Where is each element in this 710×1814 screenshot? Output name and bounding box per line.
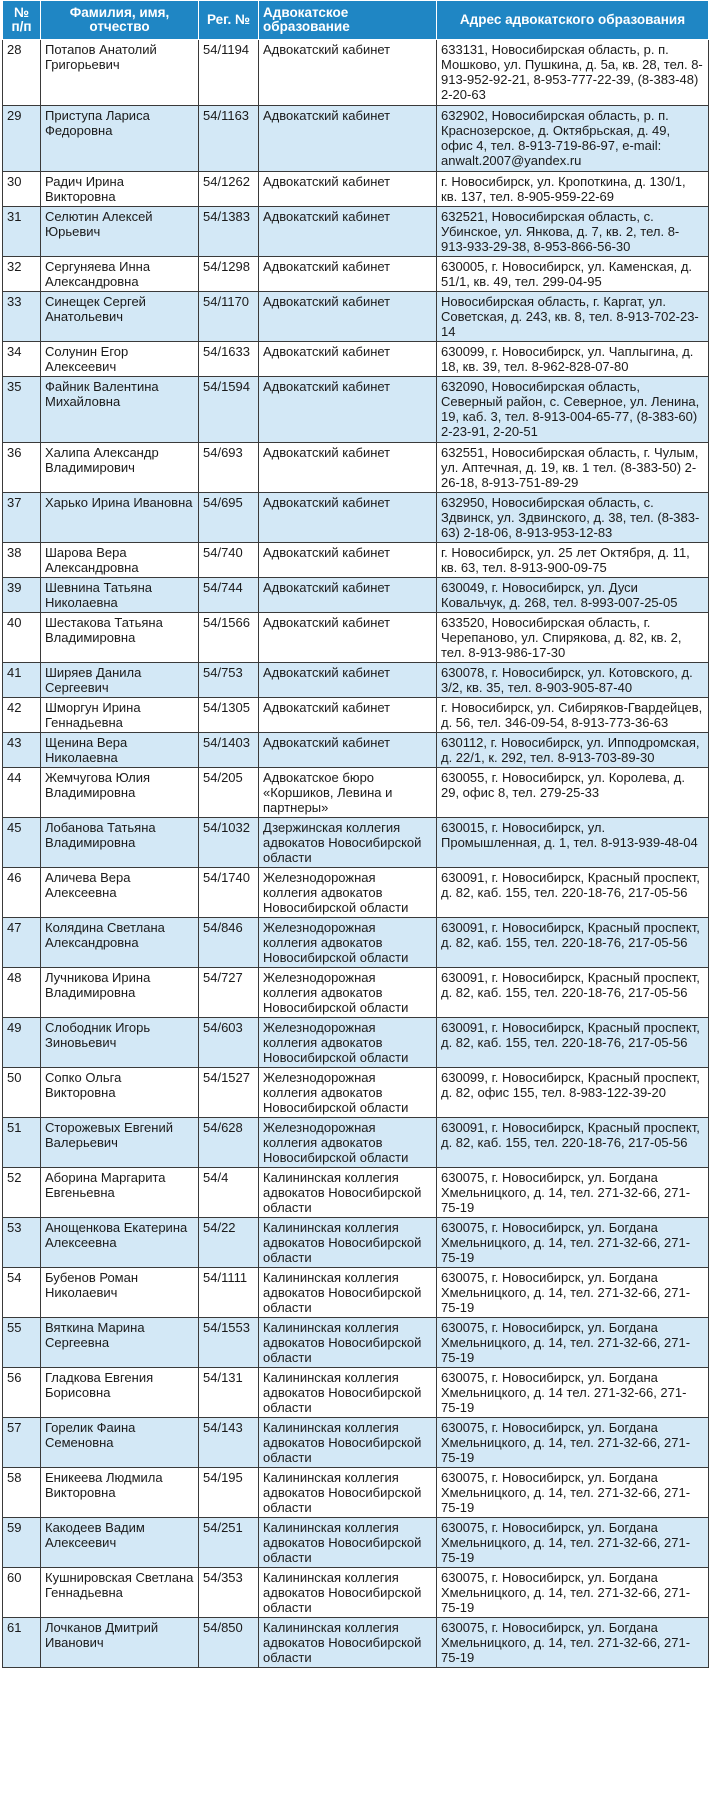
cell-num: 34 bbox=[3, 342, 41, 377]
cell-reg: 54/251 bbox=[199, 1518, 259, 1568]
cell-org: Калининская коллегия адвокатов Новосибирской области bbox=[259, 1168, 437, 1218]
cell-name: Шарова Вера Александровна bbox=[41, 543, 199, 578]
cell-org: Адвокатское бюро «Коршиков, Левина и партнеры» bbox=[259, 768, 437, 818]
table-row bbox=[3, 1018, 709, 1068]
cell-num: 40 bbox=[3, 613, 41, 663]
header-addr: Адрес адвокатского образования bbox=[437, 1, 709, 40]
cell-addr: 630075, г. Новосибирск, ул. Богдана Хмельницкого, д. 14, тел. 271-32-66, 271-75-19 bbox=[437, 1568, 709, 1618]
table-row bbox=[3, 768, 709, 818]
cell-addr: 633520, Новосибирская область, г. Черепаново, ул. Спирякова, д. 82, кв. 2, тел. 8-913-986-17-30 bbox=[437, 613, 709, 663]
cell-reg: 54/1594 bbox=[199, 377, 259, 443]
cell-reg: 54/1111 bbox=[199, 1268, 259, 1318]
cell-num: 54 bbox=[3, 1268, 41, 1318]
cell-addr: 630055, г. Новосибирск, ул. Королева, д. 29, офис 8, тел. 279-25-33 bbox=[437, 768, 709, 818]
cell-reg: 54/131 bbox=[199, 1368, 259, 1418]
table-row bbox=[3, 1568, 709, 1618]
cell-reg: 54/353 bbox=[199, 1568, 259, 1618]
cell-reg: 54/1032 bbox=[199, 818, 259, 868]
cell-org: Адвокатский кабинет bbox=[259, 40, 437, 106]
table-row bbox=[3, 207, 709, 257]
cell-addr: 632521, Новосибирская область, с. Убинское, ул. Янкова, д. 7, кв. 2, тел. 8-913-933-29-38, 8-953-866-56-30 bbox=[437, 207, 709, 257]
cell-addr: 633131, Новосибирская область, р. п. Мошково, ул. Пушкина, д. 5а, кв. 28, тел. 8-913-952-92-21, 8-953-777-22-39, (8-383-48) 2-20-63 bbox=[437, 40, 709, 106]
cell-num: 48 bbox=[3, 968, 41, 1018]
cell-reg: 54/195 bbox=[199, 1468, 259, 1518]
cell-addr: 632090, Новосибирская область, Северный район, с. Северное, ул. Ленина, 19, каб. 3, тел. 8-913-004-65-77, (8-383-60) 2-23-91, 2-20-51 bbox=[437, 377, 709, 443]
cell-reg: 54/1527 bbox=[199, 1068, 259, 1118]
header-reg: Рег. № bbox=[199, 1, 259, 40]
cell-addr: 630075, г. Новосибирск, ул. Богдана Хмельницкого, д. 14, тел. 271-32-66, 271-75-19 bbox=[437, 1518, 709, 1568]
table-row bbox=[3, 1368, 709, 1418]
table-header-row bbox=[3, 1, 709, 40]
lawyers-table bbox=[2, 0, 709, 1668]
cell-reg: 54/1170 bbox=[199, 292, 259, 342]
cell-org: Калининская коллегия адвокатов Новосибирской области bbox=[259, 1568, 437, 1618]
cell-reg: 54/1194 bbox=[199, 40, 259, 106]
cell-addr: г. Новосибирск, ул. Сибиряков-Гвардейцев, д. 56, тел. 346-09-54, 8-913-773-36-63 bbox=[437, 698, 709, 733]
cell-addr: 630015, г. Новосибирск, ул. Промышленная, д. 1, тел. 8-913-939-48-04 bbox=[437, 818, 709, 868]
cell-num: 60 bbox=[3, 1568, 41, 1618]
cell-reg: 54/143 bbox=[199, 1418, 259, 1468]
cell-name: Аборина Маргарита Евгеньевна bbox=[41, 1168, 199, 1218]
table-row bbox=[3, 1218, 709, 1268]
cell-org: Адвокатский кабинет bbox=[259, 342, 437, 377]
cell-num: 38 bbox=[3, 543, 41, 578]
cell-addr: 630075, г. Новосибирск, ул. Богдана Хмельницкого, д. 14, тел. 271-32-66, 271-75-19 bbox=[437, 1268, 709, 1318]
cell-org: Адвокатский кабинет bbox=[259, 733, 437, 768]
table-row bbox=[3, 493, 709, 543]
table-row bbox=[3, 1068, 709, 1118]
table-row bbox=[3, 868, 709, 918]
table-row bbox=[3, 818, 709, 868]
cell-reg: 54/740 bbox=[199, 543, 259, 578]
table-row bbox=[3, 1468, 709, 1518]
cell-reg: 54/693 bbox=[199, 443, 259, 493]
cell-org: Адвокатский кабинет bbox=[259, 663, 437, 698]
cell-org: Адвокатский кабинет bbox=[259, 578, 437, 613]
cell-num: 30 bbox=[3, 172, 41, 207]
table-body bbox=[3, 40, 709, 1668]
table-row bbox=[3, 1518, 709, 1568]
cell-org: Калининская коллегия адвокатов Новосибирской области bbox=[259, 1518, 437, 1568]
cell-name: Селютин Алексей Юрьевич bbox=[41, 207, 199, 257]
cell-org: Калининская коллегия адвокатов Новосибирской области bbox=[259, 1418, 437, 1468]
cell-name: Файник Валентина Михайловна bbox=[41, 377, 199, 443]
cell-name: Горелик Фаина Семеновна bbox=[41, 1418, 199, 1468]
cell-org: Адвокатский кабинет bbox=[259, 443, 437, 493]
cell-addr: 630049, г. Новосибирск, ул. Дуси Ковальчук, д. 268, тел. 8-993-007-25-05 bbox=[437, 578, 709, 613]
cell-addr: 630099, г. Новосибирск, Красный проспект, д. 82, офис 155, тел. 8-983-122-39-20 bbox=[437, 1068, 709, 1118]
cell-addr: г. Новосибирск, ул. Кропоткина, д. 130/1, кв. 137, тел. 8-905-959-22-69 bbox=[437, 172, 709, 207]
cell-addr: 630075, г. Новосибирск, ул. Богдана Хмельницкого, д. 14, тел. 271-32-66, 271-75-19 bbox=[437, 1168, 709, 1218]
cell-addr: 630091, г. Новосибирск, Красный проспект, д. 82, каб. 155, тел. 220-18-76, 217-05-56 bbox=[437, 1018, 709, 1068]
table-row bbox=[3, 1618, 709, 1668]
cell-name: Солунин Егор Алексеевич bbox=[41, 342, 199, 377]
table-row bbox=[3, 1168, 709, 1218]
cell-name: Еникеева Людмила Викторовна bbox=[41, 1468, 199, 1518]
table-row bbox=[3, 106, 709, 172]
cell-org: Адвокатский кабинет bbox=[259, 543, 437, 578]
cell-org: Железнодорожная коллегия адвокатов Новосибирской области bbox=[259, 868, 437, 918]
cell-num: 32 bbox=[3, 257, 41, 292]
table-row bbox=[3, 578, 709, 613]
cell-addr: 630112, г. Новосибирск, ул. Ипподромская, д. 22/1, к. 292, тел. 8-913-703-89-30 bbox=[437, 733, 709, 768]
cell-reg: 54/205 bbox=[199, 768, 259, 818]
cell-num: 46 bbox=[3, 868, 41, 918]
cell-num: 36 bbox=[3, 443, 41, 493]
cell-addr: 630091, г. Новосибирск, Красный проспект, д. 82, каб. 155, тел. 220-18-76, 217-05-56 bbox=[437, 868, 709, 918]
cell-org: Железнодорожная коллегия адвокатов Новосибирской области bbox=[259, 1018, 437, 1068]
cell-num: 58 bbox=[3, 1468, 41, 1518]
cell-reg: 54/1262 bbox=[199, 172, 259, 207]
cell-org: Железнодорожная коллегия адвокатов Новосибирской области bbox=[259, 1068, 437, 1118]
cell-reg: 54/1383 bbox=[199, 207, 259, 257]
table-row bbox=[3, 172, 709, 207]
cell-num: 61 bbox=[3, 1618, 41, 1668]
table-row bbox=[3, 663, 709, 698]
table-row bbox=[3, 1318, 709, 1368]
header-num: № п/п bbox=[3, 1, 41, 40]
cell-num: 49 bbox=[3, 1018, 41, 1068]
cell-addr: 630075, г. Новосибирск, ул. Богдана Хмельницкого, д. 14 тел. 271-32-66, 271-75-19 bbox=[437, 1368, 709, 1418]
cell-addr: 630075, г. Новосибирск, ул. Богдана Хмельницкого, д. 14, тел. 271-32-66, 271-75-19 bbox=[437, 1218, 709, 1268]
cell-reg: 54/4 bbox=[199, 1168, 259, 1218]
cell-reg: 54/1298 bbox=[199, 257, 259, 292]
cell-addr: 630091, г. Новосибирск, Красный проспект, д. 82, каб. 155, тел. 220-18-76, 217-05-56 bbox=[437, 1118, 709, 1168]
cell-addr: 630091, г. Новосибирск, Красный проспект, д. 82, каб. 155, тел. 220-18-76, 217-05-56 bbox=[437, 918, 709, 968]
table-row bbox=[3, 257, 709, 292]
cell-name: Сторожевых Евгений Валерьевич bbox=[41, 1118, 199, 1168]
cell-reg: 54/744 bbox=[199, 578, 259, 613]
cell-name: Лочканов Дмитрий Иванович bbox=[41, 1618, 199, 1668]
cell-addr: г. Новосибирск, ул. 25 лет Октября, д. 11, кв. 63, тел. 8-913-900-09-75 bbox=[437, 543, 709, 578]
cell-reg: 54/628 bbox=[199, 1118, 259, 1168]
cell-num: 50 bbox=[3, 1068, 41, 1118]
cell-name: Синещек Сергей Анатольевич bbox=[41, 292, 199, 342]
table-row bbox=[3, 968, 709, 1018]
cell-org: Адвокатский кабинет bbox=[259, 172, 437, 207]
cell-org: Калининская коллегия адвокатов Новосибирской области bbox=[259, 1268, 437, 1318]
cell-num: 33 bbox=[3, 292, 41, 342]
cell-name: Лобанова Татьяна Владимировна bbox=[41, 818, 199, 868]
cell-reg: 54/1163 bbox=[199, 106, 259, 172]
cell-org: Адвокатский кабинет bbox=[259, 698, 437, 733]
cell-org: Железнодорожная коллегия адвокатов Новосибирской области bbox=[259, 1118, 437, 1168]
cell-num: 43 bbox=[3, 733, 41, 768]
cell-name: Анощенкова Екатерина Алексеевна bbox=[41, 1218, 199, 1268]
cell-num: 42 bbox=[3, 698, 41, 733]
cell-reg: 54/846 bbox=[199, 918, 259, 968]
cell-name: Потапов Анатолий Григорьевич bbox=[41, 40, 199, 106]
cell-addr: 630075, г. Новосибирск, ул. Богдана Хмельницкого, д. 14, тел. 271-32-66, 271-75-19 bbox=[437, 1468, 709, 1518]
cell-num: 37 bbox=[3, 493, 41, 543]
cell-org: Калининская коллегия адвокатов Новосибирской области bbox=[259, 1618, 437, 1668]
cell-num: 31 bbox=[3, 207, 41, 257]
table-row bbox=[3, 377, 709, 443]
cell-num: 29 bbox=[3, 106, 41, 172]
table-row bbox=[3, 698, 709, 733]
cell-name: Харько Ирина Ивановна bbox=[41, 493, 199, 543]
cell-name: Лучникова Ирина Владимировна bbox=[41, 968, 199, 1018]
table-row bbox=[3, 1418, 709, 1468]
cell-num: 52 bbox=[3, 1168, 41, 1218]
cell-reg: 54/1403 bbox=[199, 733, 259, 768]
cell-org: Адвокатский кабинет bbox=[259, 207, 437, 257]
cell-name: Шморгун Ирина Геннадьевна bbox=[41, 698, 199, 733]
cell-addr: 630078, г. Новосибирск, ул. Котовского, д. 3/2, кв. 35, тел. 8-903-905-87-40 bbox=[437, 663, 709, 698]
cell-org: Адвокатский кабинет bbox=[259, 613, 437, 663]
cell-num: 53 bbox=[3, 1218, 41, 1268]
cell-num: 51 bbox=[3, 1118, 41, 1168]
cell-name: Колядина Светлана Александровна bbox=[41, 918, 199, 968]
cell-addr: 630091, г. Новосибирск, Красный проспект, д. 82, каб. 155, тел. 220-18-76, 217-05-56 bbox=[437, 968, 709, 1018]
cell-name: Шестакова Татьяна Владимировна bbox=[41, 613, 199, 663]
cell-reg: 54/1305 bbox=[199, 698, 259, 733]
cell-addr: 632551, Новосибирская область, г. Чулым, ул. Аптечная, д. 19, кв. 1 тел. (8-383-50) 2-26-18, 8-913-751-89-29 bbox=[437, 443, 709, 493]
table-row bbox=[3, 292, 709, 342]
cell-name: Приступа Лариса Федоровна bbox=[41, 106, 199, 172]
table-row bbox=[3, 443, 709, 493]
cell-addr: 632950, Новосибирская область, с. Здвинск, ул. Здвинского, д. 38, тел. (8-383-63) 2-18-06, 8-913-953-12-83 bbox=[437, 493, 709, 543]
cell-org: Адвокатский кабинет bbox=[259, 292, 437, 342]
cell-name: Ширяев Данила Сергеевич bbox=[41, 663, 199, 698]
cell-name: Кушнировская Светлана Геннадьевна bbox=[41, 1568, 199, 1618]
cell-addr: 632902, Новосибирская область, р. п. Краснозерское, д. Октябрьская, д. 49, офис 4, тел. 8-913-719-86-97, e-mail: anwalt.2007@yandex.ru bbox=[437, 106, 709, 172]
cell-name: Бубенов Роман Николаевич bbox=[41, 1268, 199, 1318]
table-row bbox=[3, 613, 709, 663]
cell-reg: 54/22 bbox=[199, 1218, 259, 1268]
cell-name: Жемчугова Юлия Владимировна bbox=[41, 768, 199, 818]
cell-num: 44 bbox=[3, 768, 41, 818]
cell-addr: 630075, г. Новосибирск, ул. Богдана Хмельницкого, д. 14, тел. 271-32-66, 271-75-19 bbox=[437, 1318, 709, 1368]
table-row bbox=[3, 733, 709, 768]
cell-addr: 630075, г. Новосибирск, ул. Богдана Хмельницкого, д. 14, тел. 271-32-66, 271-75-19 bbox=[437, 1618, 709, 1668]
cell-org: Адвокатский кабинет bbox=[259, 106, 437, 172]
cell-org: Адвокатский кабинет bbox=[259, 493, 437, 543]
cell-num: 28 bbox=[3, 40, 41, 106]
cell-name: Радич Ирина Викторовна bbox=[41, 172, 199, 207]
cell-reg: 54/850 bbox=[199, 1618, 259, 1668]
cell-org: Калининская коллегия адвокатов Новосибирской области bbox=[259, 1218, 437, 1268]
cell-name: Сергуняева Инна Александровна bbox=[41, 257, 199, 292]
cell-name: Шевнина Татьяна Николаевна bbox=[41, 578, 199, 613]
cell-num: 47 bbox=[3, 918, 41, 968]
table-row bbox=[3, 1118, 709, 1168]
cell-reg: 54/727 bbox=[199, 968, 259, 1018]
cell-name: Халипа Александр Владимирович bbox=[41, 443, 199, 493]
cell-addr: 630075, г. Новосибирск, ул. Богдана Хмельницкого, д. 14, тел. 271-32-66, 271-75-19 bbox=[437, 1418, 709, 1468]
cell-org: Адвокатский кабинет bbox=[259, 377, 437, 443]
cell-num: 56 bbox=[3, 1368, 41, 1418]
cell-name: Сопко Ольга Викторовна bbox=[41, 1068, 199, 1118]
cell-num: 39 bbox=[3, 578, 41, 613]
cell-org: Калининская коллегия адвокатов Новосибирской области bbox=[259, 1318, 437, 1368]
cell-name: Вяткина Марина Сергеевна bbox=[41, 1318, 199, 1368]
cell-reg: 54/753 bbox=[199, 663, 259, 698]
cell-addr: 630005, г. Новосибирск, ул. Каменская, д. 51/1, кв. 49, тел. 299-04-95 bbox=[437, 257, 709, 292]
cell-reg: 54/603 bbox=[199, 1018, 259, 1068]
cell-num: 45 bbox=[3, 818, 41, 868]
cell-org: Калининская коллегия адвокатов Новосибирской области bbox=[259, 1468, 437, 1518]
table-row bbox=[3, 40, 709, 106]
cell-num: 55 bbox=[3, 1318, 41, 1368]
table-row bbox=[3, 342, 709, 377]
cell-name: Аличева Вера Алексеевна bbox=[41, 868, 199, 918]
cell-org: Дзержинская коллегия адвокатов Новосибирской области bbox=[259, 818, 437, 868]
cell-name: Щенина Вера Николаевна bbox=[41, 733, 199, 768]
cell-reg: 54/1740 bbox=[199, 868, 259, 918]
cell-num: 57 bbox=[3, 1418, 41, 1468]
cell-num: 41 bbox=[3, 663, 41, 698]
cell-reg: 54/695 bbox=[199, 493, 259, 543]
table-row bbox=[3, 918, 709, 968]
cell-org: Железнодорожная коллегия адвокатов Новосибирской области bbox=[259, 968, 437, 1018]
header-name: Фамилия, имя, отчество bbox=[41, 1, 199, 40]
cell-org: Железнодорожная коллегия адвокатов Новосибирской области bbox=[259, 918, 437, 968]
cell-addr: Новосибирская область, г. Каргат, ул. Советская, д. 243, кв. 8, тел. 8-913-702-23-14 bbox=[437, 292, 709, 342]
cell-reg: 54/1566 bbox=[199, 613, 259, 663]
cell-num: 59 bbox=[3, 1518, 41, 1568]
cell-name: Какодеев Вадим Алексеевич bbox=[41, 1518, 199, 1568]
table-row bbox=[3, 1268, 709, 1318]
cell-name: Слободник Игорь Зиновьевич bbox=[41, 1018, 199, 1068]
table-row bbox=[3, 543, 709, 578]
cell-reg: 54/1633 bbox=[199, 342, 259, 377]
cell-org: Адвокатский кабинет bbox=[259, 257, 437, 292]
cell-org: Калининская коллегия адвокатов Новосибирской области bbox=[259, 1368, 437, 1418]
cell-addr: 630099, г. Новосибирск, ул. Чаплыгина, д. 18, кв. 39, тел. 8-962-828-07-80 bbox=[437, 342, 709, 377]
cell-num: 35 bbox=[3, 377, 41, 443]
header-org: Адвокатское образование bbox=[259, 1, 437, 40]
cell-reg: 54/1553 bbox=[199, 1318, 259, 1368]
cell-name: Гладкова Евгения Борисовна bbox=[41, 1368, 199, 1418]
